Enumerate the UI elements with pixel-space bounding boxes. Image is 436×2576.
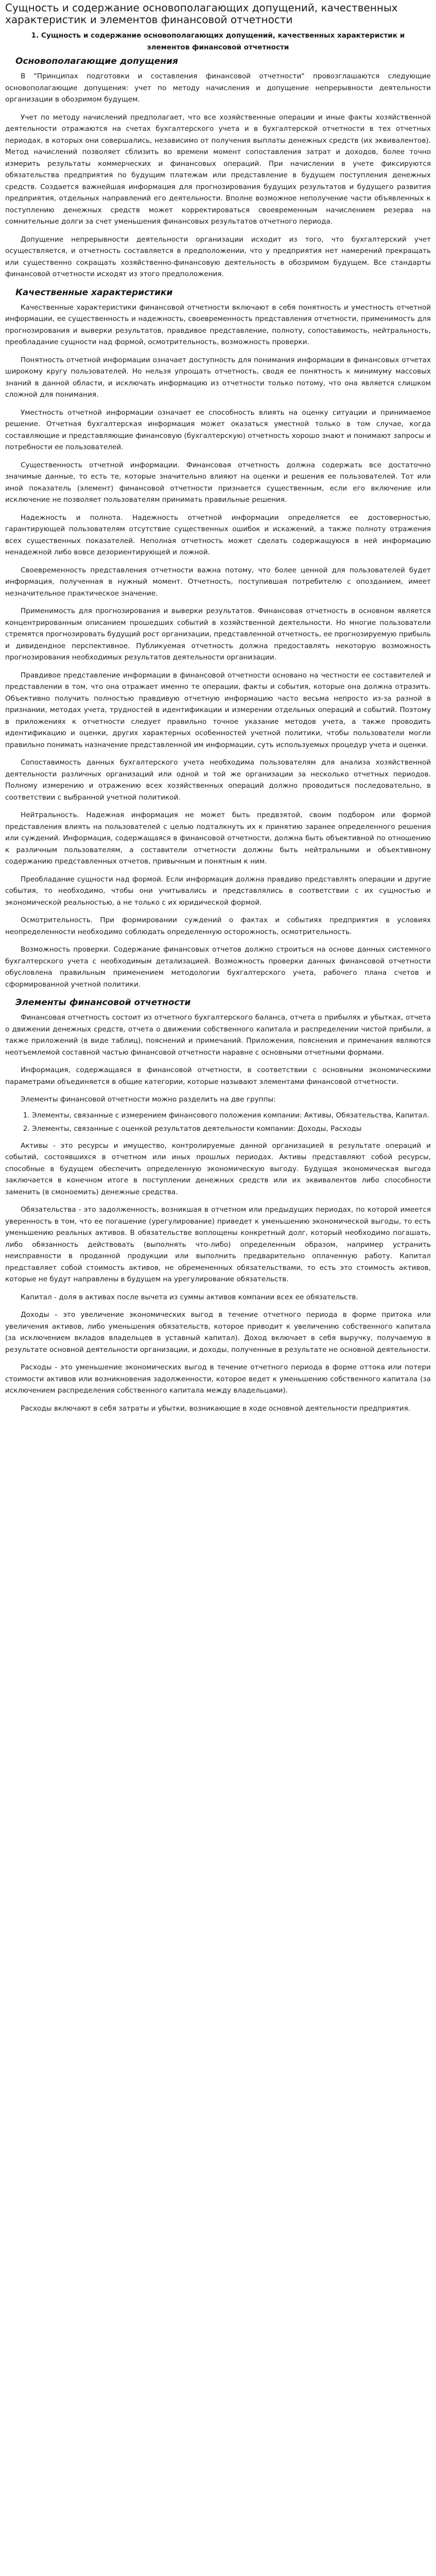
paragraph: Качественные характеристики финансовой отчетности включают в себя понятность и уместность отчетной информации, ее существенность и надежность, своевременность представления отчетности, применимость для прогнозирования и выверки результатов, правдивое представление, полноту, сопоставимость, нейтральность, преобладание сущности над формой, осмотрительность, возможность проверки. <box>5 303 431 346</box>
paragraph: Надежность и полнота. Надежность отчетной информации определяется ее достоверностью, гарантирующей пользователям отсутствие существенных ошибок и искажений, а также полноту отражения всех существенных показателей. Неполная отчетность может сделать содержащуюся в ней информацию ненадежной либо вовсе дезориентирующей и ложной. <box>5 513 431 556</box>
paragraph: Расходы - это уменьшение экономических выгод в течение отчетного периода в форме оттока или потери стоимости активов или возникновения задолженности, которое ведет к уменьшению собственного капитала (за исключением распределения собственного капитала между владельцами). <box>5 1363 431 1395</box>
paragraph: Уместность отчетной информации означает ее способность влиять на оценку ситуации и принимаемое решение. Отчетная бухгалтерская информация может оказаться уместной только в том случае, когда составляющие и представляющие финансовую (бухгалтерскую) отчетность хорошо знают и понимают запросы и потребности ее пользователей. <box>5 408 431 451</box>
page-title: Сущность и содержание основополагающих допущений, качественных характеристик и элементов финансовой отчетности <box>5 2 398 26</box>
section-title-elements: Элементы финансовой отчетности <box>15 997 191 1008</box>
paragraph: Осмотрительность. При формировании суждений о фактах и событиях предприятия в условиях неопределенности необходимо соблюдать определенную осторожность, осмотрительность. <box>5 916 431 936</box>
paragraph: Доходы – это увеличение экономических выгод в течение отчетного периода в форме притока или увеличения активов, либо уменьшения обязательств, которое приводит к увеличению собственного капитала (за исключением вкладов владельцев в уставный капитал). Доход включает в себя выручку, получаемую в результате основной деятельности организации, и доходы, полученные в результате не основной деятельности. <box>5 1311 431 1354</box>
paragraph: Нейтральность. Надежная информация не может быть предвзятой, своим подбором или формой представления влиять на пользователей с целью подталкнуть их к принятию заранее определенного решения или суждений. Информация, содержащаяся в финансовой отчетности, должна быть объективной по отношению к различным пользователям, а составители отчетности должны быть нейтральными и объективному содержанию представленных отчетов, привычным и понятным к ним. <box>5 811 431 866</box>
list-item: 2. Элементы, связанные с оценкой результатов деятельности компании: Доходы, Расходы <box>32 1123 431 1135</box>
paragraph: Обязательства - это задолженность, возникшая в отчетном или предыдущих периодах, по которой имеется уверенность в том, что ее погашение (урегулирование) приведет к уменьшению экономической выгоды, то есть уменьшению реальных активов. В обязательстве воплощены конкретный долг, который необходимо погашать, либо обязанность действовать (выполнять что-либо) определенным образом, например устранить неисправности в проданной продукции или выполнить предварительно оплаченную работу. Капитал представляет собой стоимость активов, не обремененных обязательствами, то есть это стоимость активов, которые не будут направлены в будущем на урегулирование обязательств. <box>5 1206 431 1283</box>
paragraph: Возможность проверки. Содержание финансовых отчетов должно строиться на основе данных системного бухгалтерского учета с необходимым детализацией. Возможность проверки данных финансовой отчетности обусловлена правильным применением методологии бухгалтерского учета, рабочего плана счетов и сформированной учетной политики. <box>5 945 431 989</box>
paragraph: В "Принципах подготовки и составления финансовой отчетности" провозглашаются следующие основополагающие допущения: учет по методу начисления и допущение непрерывности деятельности организации в обозримом будущем. <box>5 72 431 104</box>
paragraph: Капитал - доля в активах после вычета из суммы активов компании всех ее обязательств. <box>21 1293 358 1301</box>
paragraph: Допущение непрерывности деятельности организации исходит из того, что бухгалтерский учет осуществляется, и отчетность составляется в предположении, что у предприятия нет намерений прекращать или существенно сокращать хозяйственно-финансовую деятельность в обозримом будущем. Все стандарты финансовой отчетности исходят из этого предположения. <box>5 235 431 278</box>
paragraph: Существенность отчетной информации. Финансовая отчетность должна содержать все достаточно значимые данные, то есть те, которые значительно влияют на оценки и решения ее пользователей. Тот или иной показатель (элемент) финансовой отчетности признается существенным, если его включение или исключение не позволяет пользователям принимать правильные решения. <box>5 461 431 504</box>
paragraph: Элементы финансовой отчетности можно разделить на две группы: <box>21 1095 276 1104</box>
paragraph: Преобладание сущности над формой. Если информация должна правдиво представлять операции и другие события, то необходимо, чтобы они учитывались и представлялись в соответствии с их сущностью и экономической реальностью, а не только с их юридической формой. <box>5 875 431 907</box>
list-item: 1. Элементы, связанные с измерением финансового положения компании: Активы, Обязательства, Капитал. <box>32 1110 431 1122</box>
paragraph: Своевременность представления отчетности важна потому, что более ценной для пользователей будет информация, полученная в нужный момент. Отчетность, поступившая потребителю с опозданием, имеет незначительное практическое значение. <box>5 566 431 598</box>
section-title-qualities: Качественные характеристики <box>15 287 173 298</box>
paragraph: Информация, содержащаяся в финансовой отчетности, в соответствии с основными экономическими параметрами объединяется в общие категории, которые называют элементами финансовой отчетности. <box>5 1066 431 1086</box>
paragraph: Сопоставимость данных бухгалтерского учета необходима пользователям для анализа хозяйственной деятельности различных организаций или одной и той же организации за несколько отчетных периодов. Полному измерению и отражению всех хозяйственных операций должно проводиться последовательно, в соответствии с выбранной учетной политикой. <box>5 758 431 802</box>
paragraph: Применимость для прогнозирования и выверки результатов. Финансовая отчетность в основном является концентрированным описанием прошедших событий в хозяйственной деятельности. Но многие пользователи стремятся прогнозировать будущий рост организации, представленной отчетность, ее прогнозируемую прибыль и дивидендное перспективное. Публикуемая отчетность должна предоставлять некоторую возможность прогнозирования необходимых результатов деятельности организации. <box>5 607 431 662</box>
elements-list <box>5 1110 431 1135</box>
paragraph: Активы - это ресурсы и имущество, контролируемые данной организацией в результате операций и событий, состоявшихся в отчетном или иных прошлых периодах. Активы представляют собой ресурсы, способные в будущем обеспечить определенную экономическую выгоду. Будущая экономическая выгода заключается в конечном итоге в поступлении денежных средств или их эквивалентов либо способности заменить (в смоноемить) денежные средства. <box>5 1141 431 1196</box>
paragraph: Учет по методу начислений предполагает, что все хозяйственные операции и иные факты хозяйственной деятельности отражаются на счетах бухгалтерского учета и в бухгалтерской отчетности в тех отчетных периодах, в которых они совершались, независимо от получения выплаты денежных средств (их эквивалентов). Метод начислений позволяет сблизить во времени момент сопоставления затрат и доходов, более точно измерить результаты коммерческих и финансовых операций. При начислении в учете фиксируются обязательства предприятия по будущим платежам или представление в будущем поступления денежных средств. Создается важнейшая информация для прогнозирования будущих результатов и будущего развития предприятия, отдельных направлений его деятельности. Вполне возможное неполучение части объявленных к поступлению денежных средств может корректироваться своевременным начислением резерва на сомнительные долги за счет уменьшения финансовых результатов отчетного периода. <box>5 113 431 226</box>
paragraph: Понятность отчетной информации означает доступность для понимания информации в финансовых отчетах широкому кругу пользователей. Но нельзя упрощать отчетность, сводя ее понятность к минимуму массовых знаний в данной области, и исключать информацию из отчетности только потому, что она является слишком сложной для понимания. <box>5 355 431 399</box>
paragraph: Финансовая отчетность состоит из отчетного бухгалтерского баланса, отчета о прибылях и убытках, отчета о движении денежных средств, отчета о движении собственного капитала и распределении чистой прибыли, а также приложений (в виде таблиц), пояснений и примечаний. Приложения, пояснения и примечания являются неотъемлемой составной частью финансовой отчетности наравне с основными отчетными формами. <box>5 1013 431 1057</box>
paragraph: Расходы включают в себя затраты и убытки, возникающие в ходе основной деятельности предприятия. <box>21 1404 411 1413</box>
document-heading: 1. Сущность и содержание основополагающих допущений, качественных характеристик и элементов финансовой отчетности <box>31 31 405 52</box>
section-title-assumptions: Основополагающие допущения <box>15 56 178 66</box>
paragraph: Правдивое представление информации в финансовой отчетности основано на честности ее составителей и представлении в том, что она отражает именно те операции, факты и события, которые она должна отразить. Объективно получить полностью правдивую отчетную информацию часто весьма непросто из-за разной в признании, методах учета, трудностей в идентификации и измерении отдельных операций и событий. Поэтому в приложениях к отчетности следует правильно точное указание методов учета, а также проводить идентификацию и оценки, других характерных особенностей учетной политики, чтобы пользователи могли правильно понимать назначение представленной им информации, суть используемых процедур учета и оценки. <box>5 671 431 749</box>
